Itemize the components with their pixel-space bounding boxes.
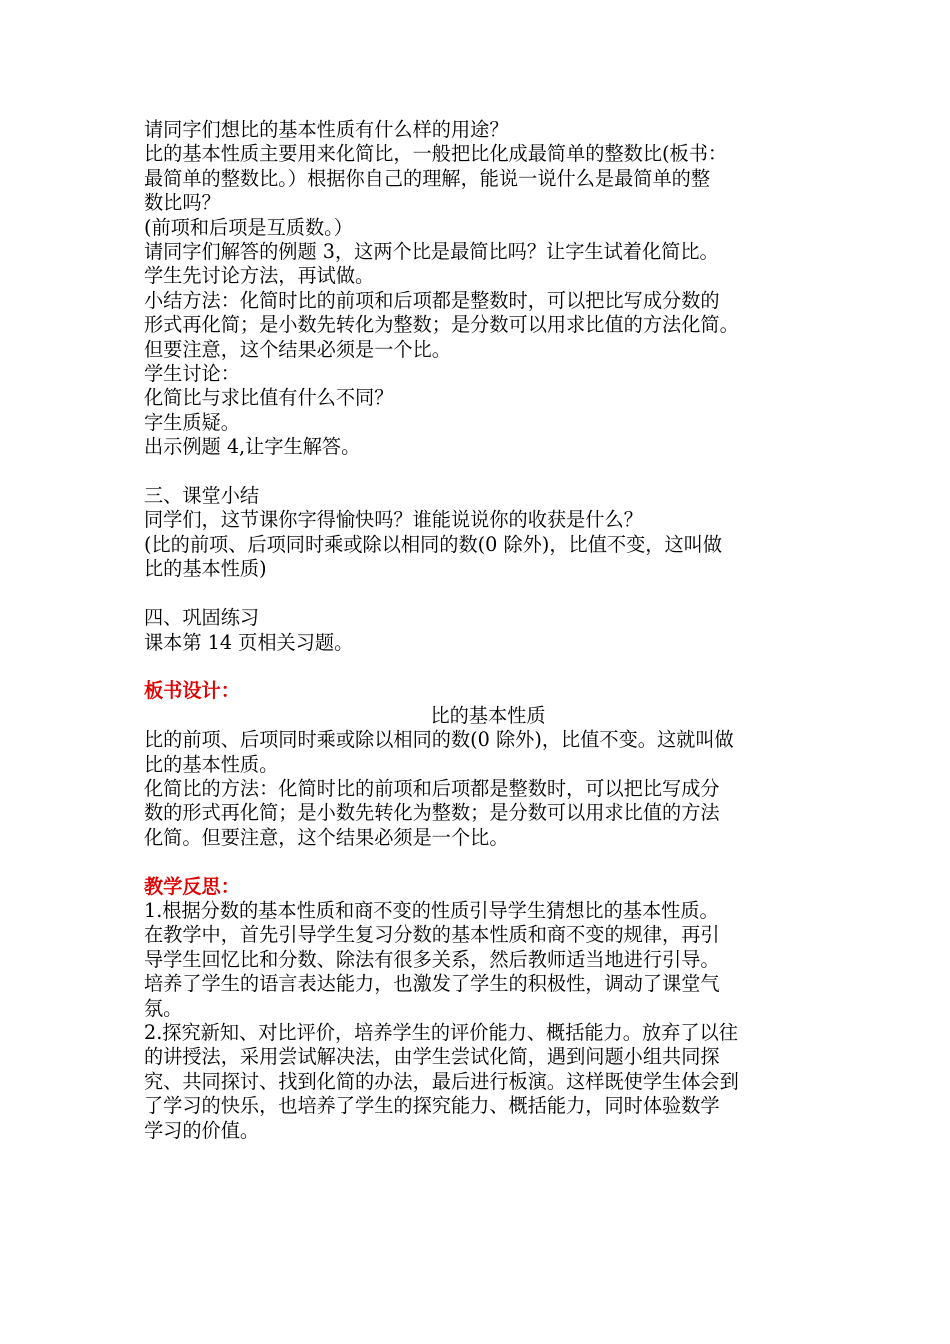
paragraph-line: 小结方法：化简时比的前项和后项都是整数时，可以把比写成分数的 <box>144 288 720 312</box>
paragraph-line: 数比吗？ <box>144 191 221 215</box>
spacer <box>144 460 824 484</box>
paragraph-line: 氛。 <box>144 996 183 1020</box>
paragraph-line: 了学习的快乐，也培养了学生的探究能力、概括能力，同时体验数学 <box>144 1094 720 1118</box>
paragraph-line: (比的前项、后项同时乘或除以相同的数(0 除外)，比值不变，这叫做 <box>144 532 723 556</box>
paragraph-line: 比的前项、后项同时乘或除以相同的数(0 除外)，比值不变。这就叫做 <box>144 728 734 752</box>
paragraph-line: 请同字们想比的基本性质有什么样的用途？ <box>144 118 509 141</box>
board-design-title: 比的基本性质 <box>430 703 546 727</box>
paragraph-line: 字生质疑。 <box>144 410 240 434</box>
paragraph-line: 化简。但要注意，这个结果必须是一个比。 <box>144 825 509 849</box>
paragraph-line: 2.探究新知、对比评价，培养学生的评价能力、概括能力。放弃了以往 <box>144 1020 738 1044</box>
paragraph-line: 导学生回忆比和分数、除法有很多关系，然后教师适当地进行引导。 <box>144 947 720 971</box>
paragraph-line: 请同字们解答的例题 3，这两个比是最简比吗？让字生试着化简比。 <box>144 240 719 264</box>
paragraph-line: 数的形式再化简；是小数先转化为整数；是分数可以用求比值的方法 <box>144 801 720 825</box>
document-page <box>144 118 824 1143</box>
paragraph-line: 化简比与求比值有什么不同？ <box>144 386 394 410</box>
reflection <box>144 875 824 1143</box>
section-title: 三、课堂小结 <box>144 484 260 508</box>
paragraph-line: (前项和后项是互质数。） <box>144 215 353 239</box>
reflection-heading: 教学反思： <box>144 874 240 898</box>
section-title: 四、巩固练习 <box>144 606 260 630</box>
paragraph-line: 学生讨论： <box>144 362 240 386</box>
paragraph-line: 究、共同探讨、找到化简的办法，最后进行板演。这样既使学生体会到 <box>144 1069 739 1093</box>
paragraph-line: 学习的价值。 <box>144 1118 260 1142</box>
paragraph-line: 最简单的整数比。）根据你自己的理解，能说一说什么是最简单的整 <box>144 166 711 190</box>
board-design-heading: 板书设计： <box>144 679 240 703</box>
paragraph-line: 比的基本性质) <box>144 557 267 581</box>
paragraph-line: 同学们，这节课你字得愉快吗？谁能说说你的收获是什么？ <box>144 508 643 532</box>
board-design <box>144 679 824 850</box>
paragraph-line: 培养了学生的语言表达能力，也激发了学生的积极性，调动了课堂气 <box>144 972 720 996</box>
paragraph-line: 比的基本性质主要用来化简比，一般把比化成最简单的整数比(板书： <box>144 142 728 166</box>
paragraph-line: 但要注意，这个结果必须是一个比。 <box>144 337 451 361</box>
spacer <box>144 655 824 679</box>
paragraph-line: 比的基本性质。 <box>144 752 279 776</box>
paragraph-line: 在教学中，首先引导学生复习分数的基本性质和商不变的规律，再引 <box>144 923 720 947</box>
section-four <box>144 606 824 655</box>
paragraph-line: 学生先讨论方法，再试做。 <box>144 264 375 288</box>
paragraph-line: 课本第 14 页相关习题。 <box>144 630 354 654</box>
paragraph-line: 的讲授法，采用尝试解决法，由学生尝试化简，遇到问题小组共同探 <box>144 1045 720 1069</box>
section-three <box>144 484 824 582</box>
section-two-tail <box>144 118 824 460</box>
spacer <box>144 582 824 606</box>
paragraph-line: 1.根据分数的基本性质和商不变的性质引导学生猜想比的基本性质。 <box>144 898 719 922</box>
spacer <box>144 850 824 874</box>
paragraph-line: 出示例题 4,让字生解答。 <box>144 435 361 459</box>
paragraph-line: 化简比的方法：化简时比的前项和后项都是整数时，可以把比写成分 <box>144 776 720 800</box>
paragraph-line: 形式再化简；是小数先转化为整数；是分数可以用求比值的方法化简。 <box>144 313 739 337</box>
